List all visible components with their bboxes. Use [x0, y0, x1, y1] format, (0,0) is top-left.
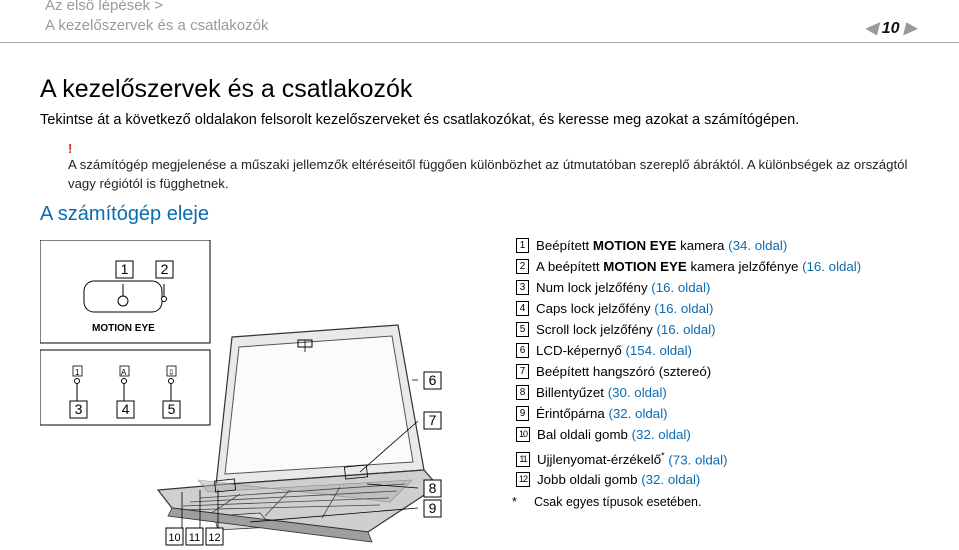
footnote-text: Csak egyes típusok esetében.	[534, 495, 702, 509]
page-reference-link[interactable]: (32. oldal)	[641, 472, 701, 487]
legend-item	[516, 472, 700, 492]
legend-text: A beépített MOTION EYE kamera jelzőfénye	[536, 259, 803, 274]
page-reference-link[interactable]: (73. oldal)	[668, 452, 728, 468]
breadcrumb-parent[interactable]: Az első lépések >	[45, 0, 163, 14]
callout-label-10: 10	[168, 532, 181, 544]
callout-number: 10	[516, 427, 530, 442]
page-reference-link[interactable]: (16. oldal)	[802, 259, 862, 274]
legend-text: Num lock jelzőfény	[536, 280, 652, 295]
legend-text: Érintőpárna	[536, 406, 609, 421]
callout-label-3: 3	[74, 401, 83, 417]
callout-label-5: 5	[167, 401, 176, 417]
callout-number: 5	[516, 322, 529, 337]
legend-item	[516, 238, 787, 258]
callout-number: 8	[516, 385, 529, 400]
page-reference-link[interactable]: (34. oldal)	[728, 238, 788, 253]
legend-text: Beépített MOTION EYE kamera	[536, 238, 729, 253]
callout-number: 3	[516, 280, 529, 295]
legend-text: Bal oldali gomb	[537, 427, 632, 442]
caps-lock-glyph: A	[121, 368, 127, 377]
legend-item	[516, 343, 692, 363]
legend-text: LCD-képernyő	[536, 343, 626, 358]
legend-text: Caps lock jelzőfény	[536, 301, 655, 316]
callout-number: 4	[516, 301, 529, 316]
page-reference-link[interactable]: (16. oldal)	[651, 280, 711, 295]
next-page-arrow-icon[interactable]: ▶	[904, 20, 917, 37]
num-lock-glyph: 1	[75, 368, 80, 377]
page-reference-link[interactable]: (32. oldal)	[631, 427, 691, 442]
header-divider	[0, 42, 959, 43]
legend-text: Ujjlenyomat-érzékelő*	[537, 451, 665, 468]
callout-label-11: 11	[188, 532, 201, 544]
legend-item	[516, 406, 668, 426]
callout-label-9: 9	[428, 500, 437, 516]
callout-number: 1	[516, 238, 529, 253]
callout-label-8: 8	[428, 480, 437, 496]
callout-label-6: 6	[428, 372, 437, 388]
page-reference-link[interactable]: (16. oldal)	[654, 301, 714, 316]
computer-front-illustration	[40, 240, 470, 550]
legend-text: Scroll lock jelzőfény	[536, 322, 657, 337]
callout-label-7: 7	[428, 412, 437, 428]
page-title: A kezelőszervek és a csatlakozók	[40, 75, 413, 103]
footnote-mark: *	[512, 495, 517, 509]
footnote	[512, 495, 701, 509]
legend-text: Jobb oldali gomb	[537, 472, 642, 487]
legend-item	[516, 385, 667, 405]
legend-item	[516, 280, 710, 300]
legend-item	[516, 427, 691, 447]
callout-label-4: 4	[121, 401, 130, 417]
callout-number: 12	[516, 472, 530, 487]
callout-number: 6	[516, 343, 529, 358]
scroll-lock-glyph: ⇩	[168, 368, 175, 377]
callout-label-2: 2	[160, 261, 169, 277]
callout-number: 2	[516, 259, 529, 274]
legend-item	[516, 364, 711, 384]
callout-number: 7	[516, 364, 529, 379]
note-text: A számítógép megjelenése a műszaki jellemzők eltéréseitől függően különbözhet az útmutatóban szereplő ábráktól. A különbségek az országtól vagy régiótól is függhetnek.	[68, 157, 908, 191]
page-reference-link[interactable]: (16. oldal)	[656, 322, 716, 337]
page-navigation	[865, 18, 916, 38]
callout-number: 11	[516, 452, 530, 467]
page-reference-link[interactable]: (30. oldal)	[607, 385, 667, 400]
warning-icon: !	[68, 141, 73, 156]
page-reference-link[interactable]: (32. oldal)	[608, 406, 668, 421]
legend-item	[516, 322, 716, 342]
legend-item	[516, 259, 861, 279]
callout-label-12: 12	[208, 532, 221, 544]
section-title: A számítógép eleje	[40, 203, 209, 225]
legend-text: Beépített hangszóró (sztereó)	[536, 364, 712, 379]
legend-item	[516, 301, 713, 321]
page-number: 10	[881, 20, 900, 37]
callout-label-1: 1	[120, 261, 129, 277]
intro-text: Tekintse át a következő oldalakon felsorolt kezelőszerveket és csatlakozókat, és keresse meg azokat a számítógépen.	[40, 112, 800, 128]
prev-page-arrow-icon[interactable]: ◀	[865, 20, 878, 37]
legend-item	[516, 451, 728, 471]
page-reference-link[interactable]: (154. oldal)	[625, 343, 692, 358]
callout-number: 9	[516, 406, 529, 421]
camera-detail	[40, 240, 210, 343]
legend-text: Billentyűzet	[536, 385, 608, 400]
camera-label: MOTION EYE	[92, 323, 155, 334]
breadcrumb-current: A kezelőszervek és a csatlakozók	[45, 17, 269, 34]
